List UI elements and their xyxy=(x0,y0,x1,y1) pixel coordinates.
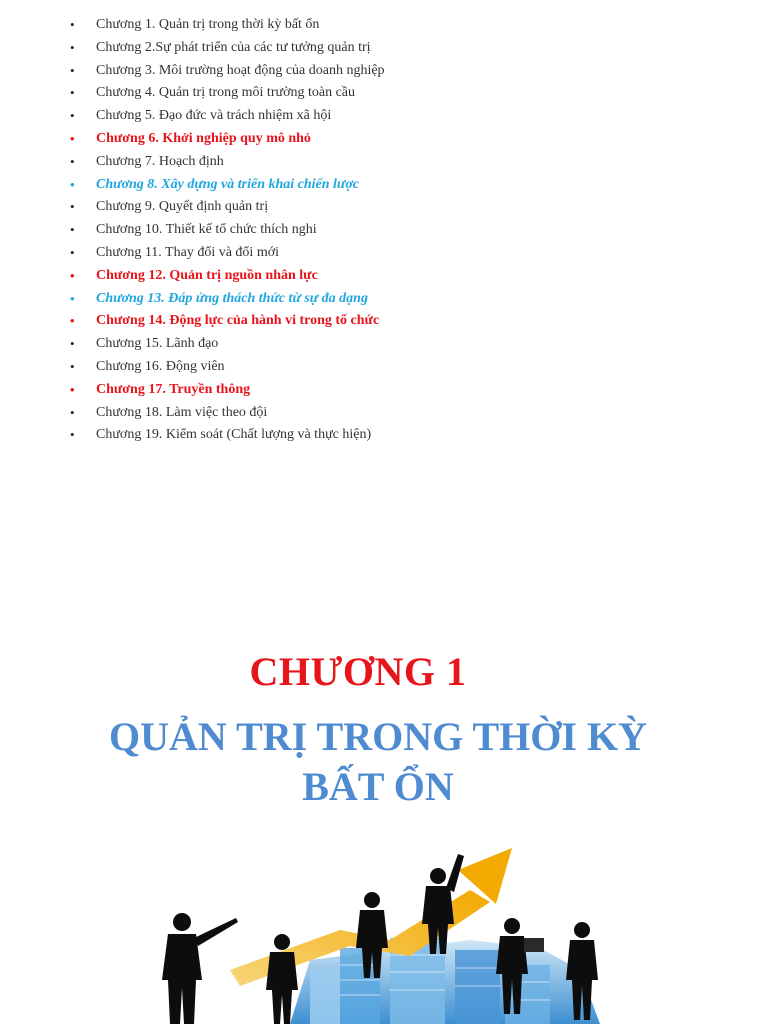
chapter-list-item xyxy=(0,60,385,83)
chapter-list-item xyxy=(0,356,385,379)
bullet-icon: • xyxy=(70,108,75,124)
bullet-icon: • xyxy=(70,244,75,260)
bullet-icon: • xyxy=(70,427,75,443)
chapter-number-heading: CHƯƠNG 1 xyxy=(249,649,467,694)
chapter-list-item xyxy=(0,242,385,265)
chapter-list-label: Chương 12. Quản trị nguồn nhân lực xyxy=(96,267,318,283)
chapter-list-label: Chương 5. Đạo đức và trách nhiệm xã hội xyxy=(96,108,332,124)
chapter-list-item xyxy=(0,265,385,288)
chapter-list-label: Chương 18. Làm việc theo đội xyxy=(96,404,268,420)
chapter-list-item xyxy=(0,310,385,333)
chapter-list-item xyxy=(0,105,385,128)
bullet-icon: • xyxy=(70,176,75,192)
chapter-list-label: Chương 3. Môi trường hoạt động của doanh nghiệp xyxy=(96,62,385,78)
bullet-icon: • xyxy=(70,17,75,32)
bullet-icon: • xyxy=(70,290,75,306)
chapter-list-item xyxy=(0,151,385,174)
chapter-list-label: Chương 17. Truyền thông xyxy=(96,381,251,397)
bullet-icon: • xyxy=(70,39,75,55)
chapter-list-label: Chương 19. Kiểm soát (Chất lượng và thực hiện) xyxy=(96,427,372,443)
chapter-title-line: QUẢN TRỊ TRONG THỜI KỲ xyxy=(109,714,647,759)
chapter-list-item xyxy=(0,333,385,356)
chapter-list-label: Chương 9. Quyết định quản trị xyxy=(96,199,269,215)
business-growth-illustration xyxy=(140,830,640,1024)
chapter-list-item xyxy=(0,174,385,197)
chapter-list-label: Chương 10. Thiết kế tổ chức thích nghi xyxy=(96,222,317,238)
bullet-icon: • xyxy=(70,358,75,374)
bullet-icon: • xyxy=(70,62,75,78)
bullet-icon: • xyxy=(70,85,75,101)
chapter-list-item xyxy=(0,14,385,37)
chapter-list-item xyxy=(0,219,385,242)
bullet-icon: • xyxy=(70,381,75,397)
chapter-list-item xyxy=(0,128,385,151)
chapter-list-item xyxy=(0,424,385,447)
chapter-list-label: Chương 7. Hoạch định xyxy=(96,153,224,169)
chapter-list-label: Chương 6. Khởi nghiệp quy mô nhỏ xyxy=(96,130,311,146)
chapter-list-label: Chương 8. Xây dựng và triển khai chiến lược xyxy=(96,176,360,192)
chapter-title-line: BẤT ỔN xyxy=(302,764,454,809)
chapter-list-label: Chương 15. Lãnh đạo xyxy=(96,336,219,352)
bullet-icon: • xyxy=(70,153,75,169)
chapter-list-label: Chương 4. Quản trị trong môi trường toàn cầu xyxy=(96,85,355,101)
chapter-title-heading xyxy=(0,712,756,812)
bullet-icon: • xyxy=(70,336,75,352)
chapter-list-item xyxy=(0,288,385,311)
chapter-list-label: Chương 14. Động lực của hành vi trong tổ chức xyxy=(96,313,380,329)
bullet-icon: • xyxy=(70,404,75,420)
bullet-icon: • xyxy=(70,222,75,238)
chapter-list-item xyxy=(0,37,385,60)
chapter-list-item xyxy=(0,82,385,105)
chapter-list-label: Chương 11. Thay đổi và đổi mới xyxy=(96,244,279,260)
bullet-icon: • xyxy=(70,313,75,329)
chapter-list-item xyxy=(0,402,385,425)
chapter-list-label: Chương 2.Sự phát triển của các tư tưởng quản trị xyxy=(96,39,371,55)
chapter-list-label: Chương 1. Quản trị trong thời kỳ bất ổn xyxy=(96,17,320,32)
chapter-list-label: Chương 16. Động viên xyxy=(96,358,225,374)
bullet-icon: • xyxy=(70,267,75,283)
chapter-list xyxy=(0,14,385,447)
chapter-list-item xyxy=(0,196,385,219)
chapter-list-label: Chương 13. Đáp ứng thách thức từ sự đa dạng xyxy=(96,290,368,306)
bullet-icon: • xyxy=(70,199,75,215)
chapter-list-item xyxy=(0,379,385,402)
bullet-icon: • xyxy=(70,130,75,146)
